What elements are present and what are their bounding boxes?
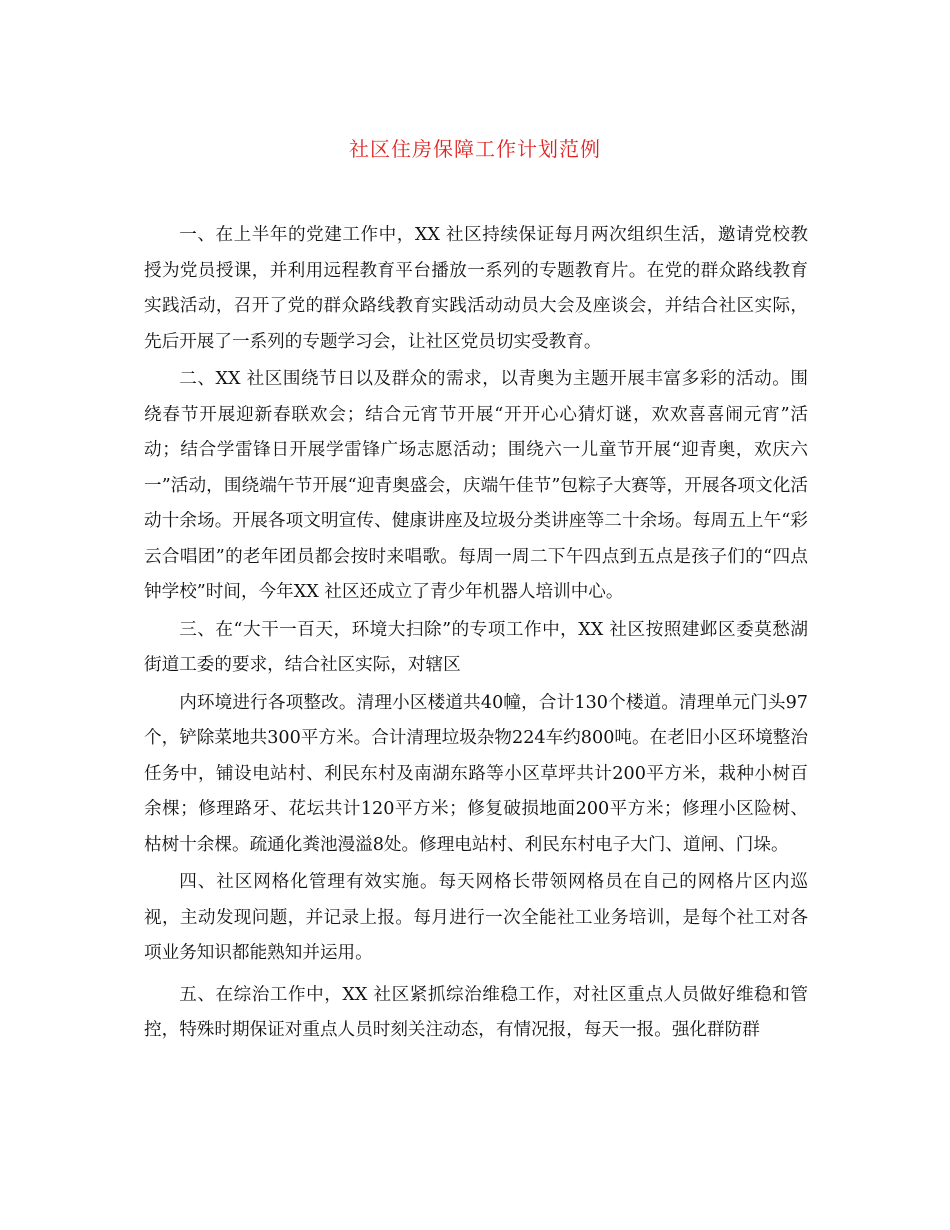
document-body bbox=[144, 218, 808, 1049]
paragraph-3: 三、在“大干一百天，环境大扫除”的专项工作中，XX 社区按照建邺区委莫愁湖街道工委的要求，结合社区实际，对辖区 bbox=[144, 619, 808, 675]
document-title: 社区住房保障工作计划范例 bbox=[349, 137, 601, 161]
paragraph-4: 内环境进行各项整改。清理小区楼道共40幢，合计130个楼道。清理单元门头97个，铲除菜地共300平方米。合计清理垃圾杂物224车约800吨。在老旧小区环境整治任务中，铺设电站村、利民东村及南湖东路等小区草坪共计200平方米，栽种小树百余棵；修理路牙、花坛共计120平方米；修复破损地面200平方米；修理小区险树、枯树十余棵。疏通化粪池漫溢8处。修理电站村、利民东村电子大门、道闸、门垛。 bbox=[144, 692, 808, 855]
paragraph-2: 二、XX 社区围绕节日以及群众的需求，以青奥为主题开展丰富多彩的活动。围绕春节开展迎新春联欢会；结合元宵节开展“开开心心猜灯谜，欢欢喜喜闹元宵”活动；结合学雷锋日开展学雷锋广场志愿活动；围绕六一儿童节开展“迎青奥，欢庆六一”活动，围绕端午节开展“迎青奥盛会，庆端午佳节”包粽子大赛等，开展各项文化活动十余场。开展各项文明宣传、健康讲座及垃圾分类讲座等二十余场。每周五上午“彩云合唱团”的老年团员都会按时来唱歌。每周一周二下午四点到五点是孩子们的“四点钟学校”时间，今年XX 社区还成立了青少年机器人培训中心。 bbox=[144, 369, 808, 602]
paragraph-6: 五、在综治工作中，XX 社区紧抓综治维稳工作，对社区重点人员做好维稳和管控，特殊时期保证对重点人员时刻关注动态，有情况报，每天一报。强化群防群 bbox=[144, 984, 808, 1040]
paragraph-1: 一、在上半年的党建工作中，XX 社区持续保证每月两次组织生活，邀请党校教授为党员授课，并利用远程教育平台播放一系列的专题教育片。在党的群众路线教育实践活动，召开了党的群众路线教育实践活动动员大会及座谈会，并结合社区实际，先后开展了一系列的专题学习会，让社区党员切实受教育。 bbox=[144, 225, 808, 352]
paragraph-5: 四、社区网格化管理有效实施。每天网格长带领网格员在自己的网格片区内巡视，主动发现问题，并记录上报。每月进行一次全能社工业务培训，是每个社工对各项业务知识都能熟知并运用。 bbox=[144, 872, 808, 963]
